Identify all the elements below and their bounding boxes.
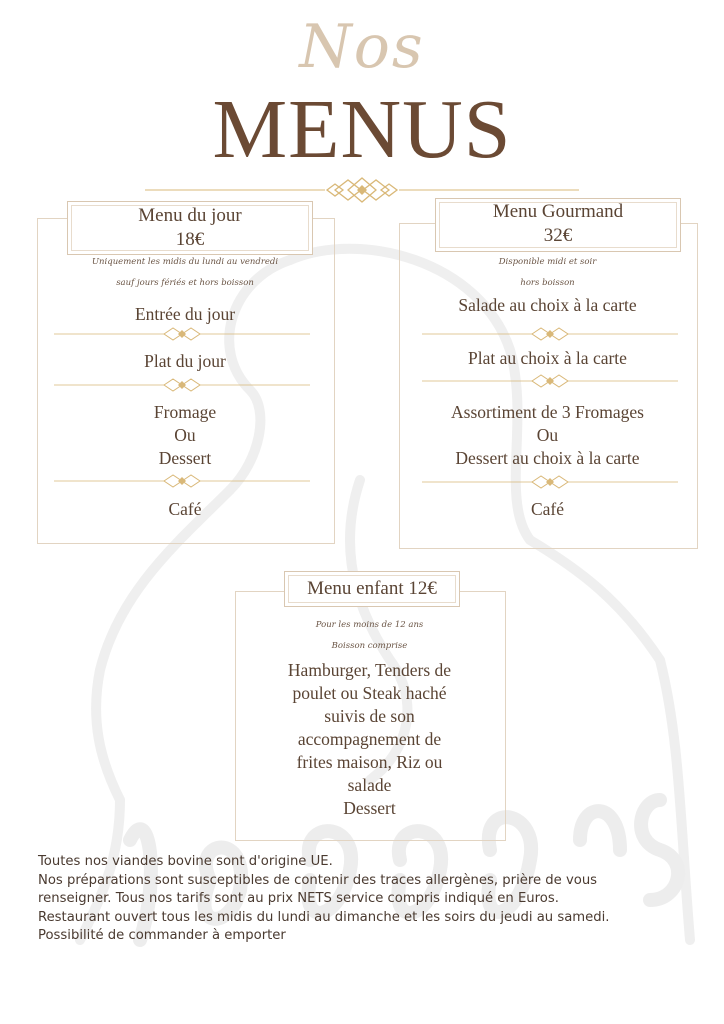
menu-gourmand-item-2: Plat au choix à la carte bbox=[468, 348, 627, 368]
menu-gourmand-item-4: Café bbox=[530, 499, 565, 519]
menu-du-jour-item-1: Entrée du jour bbox=[134, 304, 236, 324]
separator-gourmand-2 bbox=[422, 374, 678, 388]
menu-du-jour-item-3: Fromage Ou Dessert bbox=[153, 402, 217, 468]
menu-gourmand-item-1: Salade au choix à la carte bbox=[458, 295, 637, 315]
menu-gourmand-note: Disponible midi et soir hors boisson bbox=[498, 257, 597, 288]
title-script: Nos bbox=[299, 12, 425, 82]
separator-jour-3 bbox=[54, 474, 310, 488]
menu-enfant-items: Hamburger, Tenders de poulet ou Steak haché suivis de son accompagnement de frites maison, Riz ou salade Dessert bbox=[287, 660, 452, 818]
separator-gourmand-3 bbox=[422, 475, 678, 489]
menu-gourmand-header bbox=[435, 198, 681, 252]
menu-enfant-header bbox=[284, 571, 460, 607]
menu-gourmand-price: 32€ bbox=[543, 225, 573, 246]
menu-gourmand-item-3: Assortiment de 3 Fromages Ou Dessert au choix à la carte bbox=[451, 402, 644, 468]
menu-enfant-title: Menu enfant 12€ bbox=[307, 578, 437, 599]
separator-jour-1 bbox=[54, 327, 310, 341]
menu-du-jour-price: 18€ bbox=[175, 229, 205, 250]
footer-line: Nos préparations sont susceptibles de contenir des traces allergènes, prière de vous bbox=[38, 872, 598, 888]
separator-jour-2 bbox=[54, 378, 310, 392]
footer-line: Restaurant ouvert tous les midis du lundi au dimanche et les soirs du jeudi au samedi. bbox=[38, 909, 610, 925]
footer-line: renseigner. Tous nos tarifs sont au prix NETS service compris indiqué en Euros. bbox=[38, 891, 559, 906]
menu-enfant-note: Pour les moins de 12 ans Boisson comprise bbox=[315, 620, 424, 651]
menu-gourmand-title: Menu Gourmand bbox=[492, 201, 624, 222]
footer-line: Toutes nos viandes bovine sont d'origine UE. bbox=[38, 854, 333, 869]
menu-du-jour-item-2: Plat du jour bbox=[144, 351, 226, 371]
menu-du-jour-item-4: Café bbox=[168, 499, 202, 519]
menu-du-jour-header bbox=[67, 201, 313, 255]
separator-gourmand-1 bbox=[422, 327, 678, 341]
footer-line: Possibilité de commander à emporter bbox=[38, 928, 286, 943]
menu-du-jour-note: Uniquement les midis du lundi au vendredi sauf jours fériés et hors boisson bbox=[91, 257, 279, 288]
footer-notes bbox=[38, 853, 708, 946]
menu-du-jour-title: Menu du jour bbox=[138, 205, 242, 226]
page-title: MENUS bbox=[212, 83, 512, 176]
